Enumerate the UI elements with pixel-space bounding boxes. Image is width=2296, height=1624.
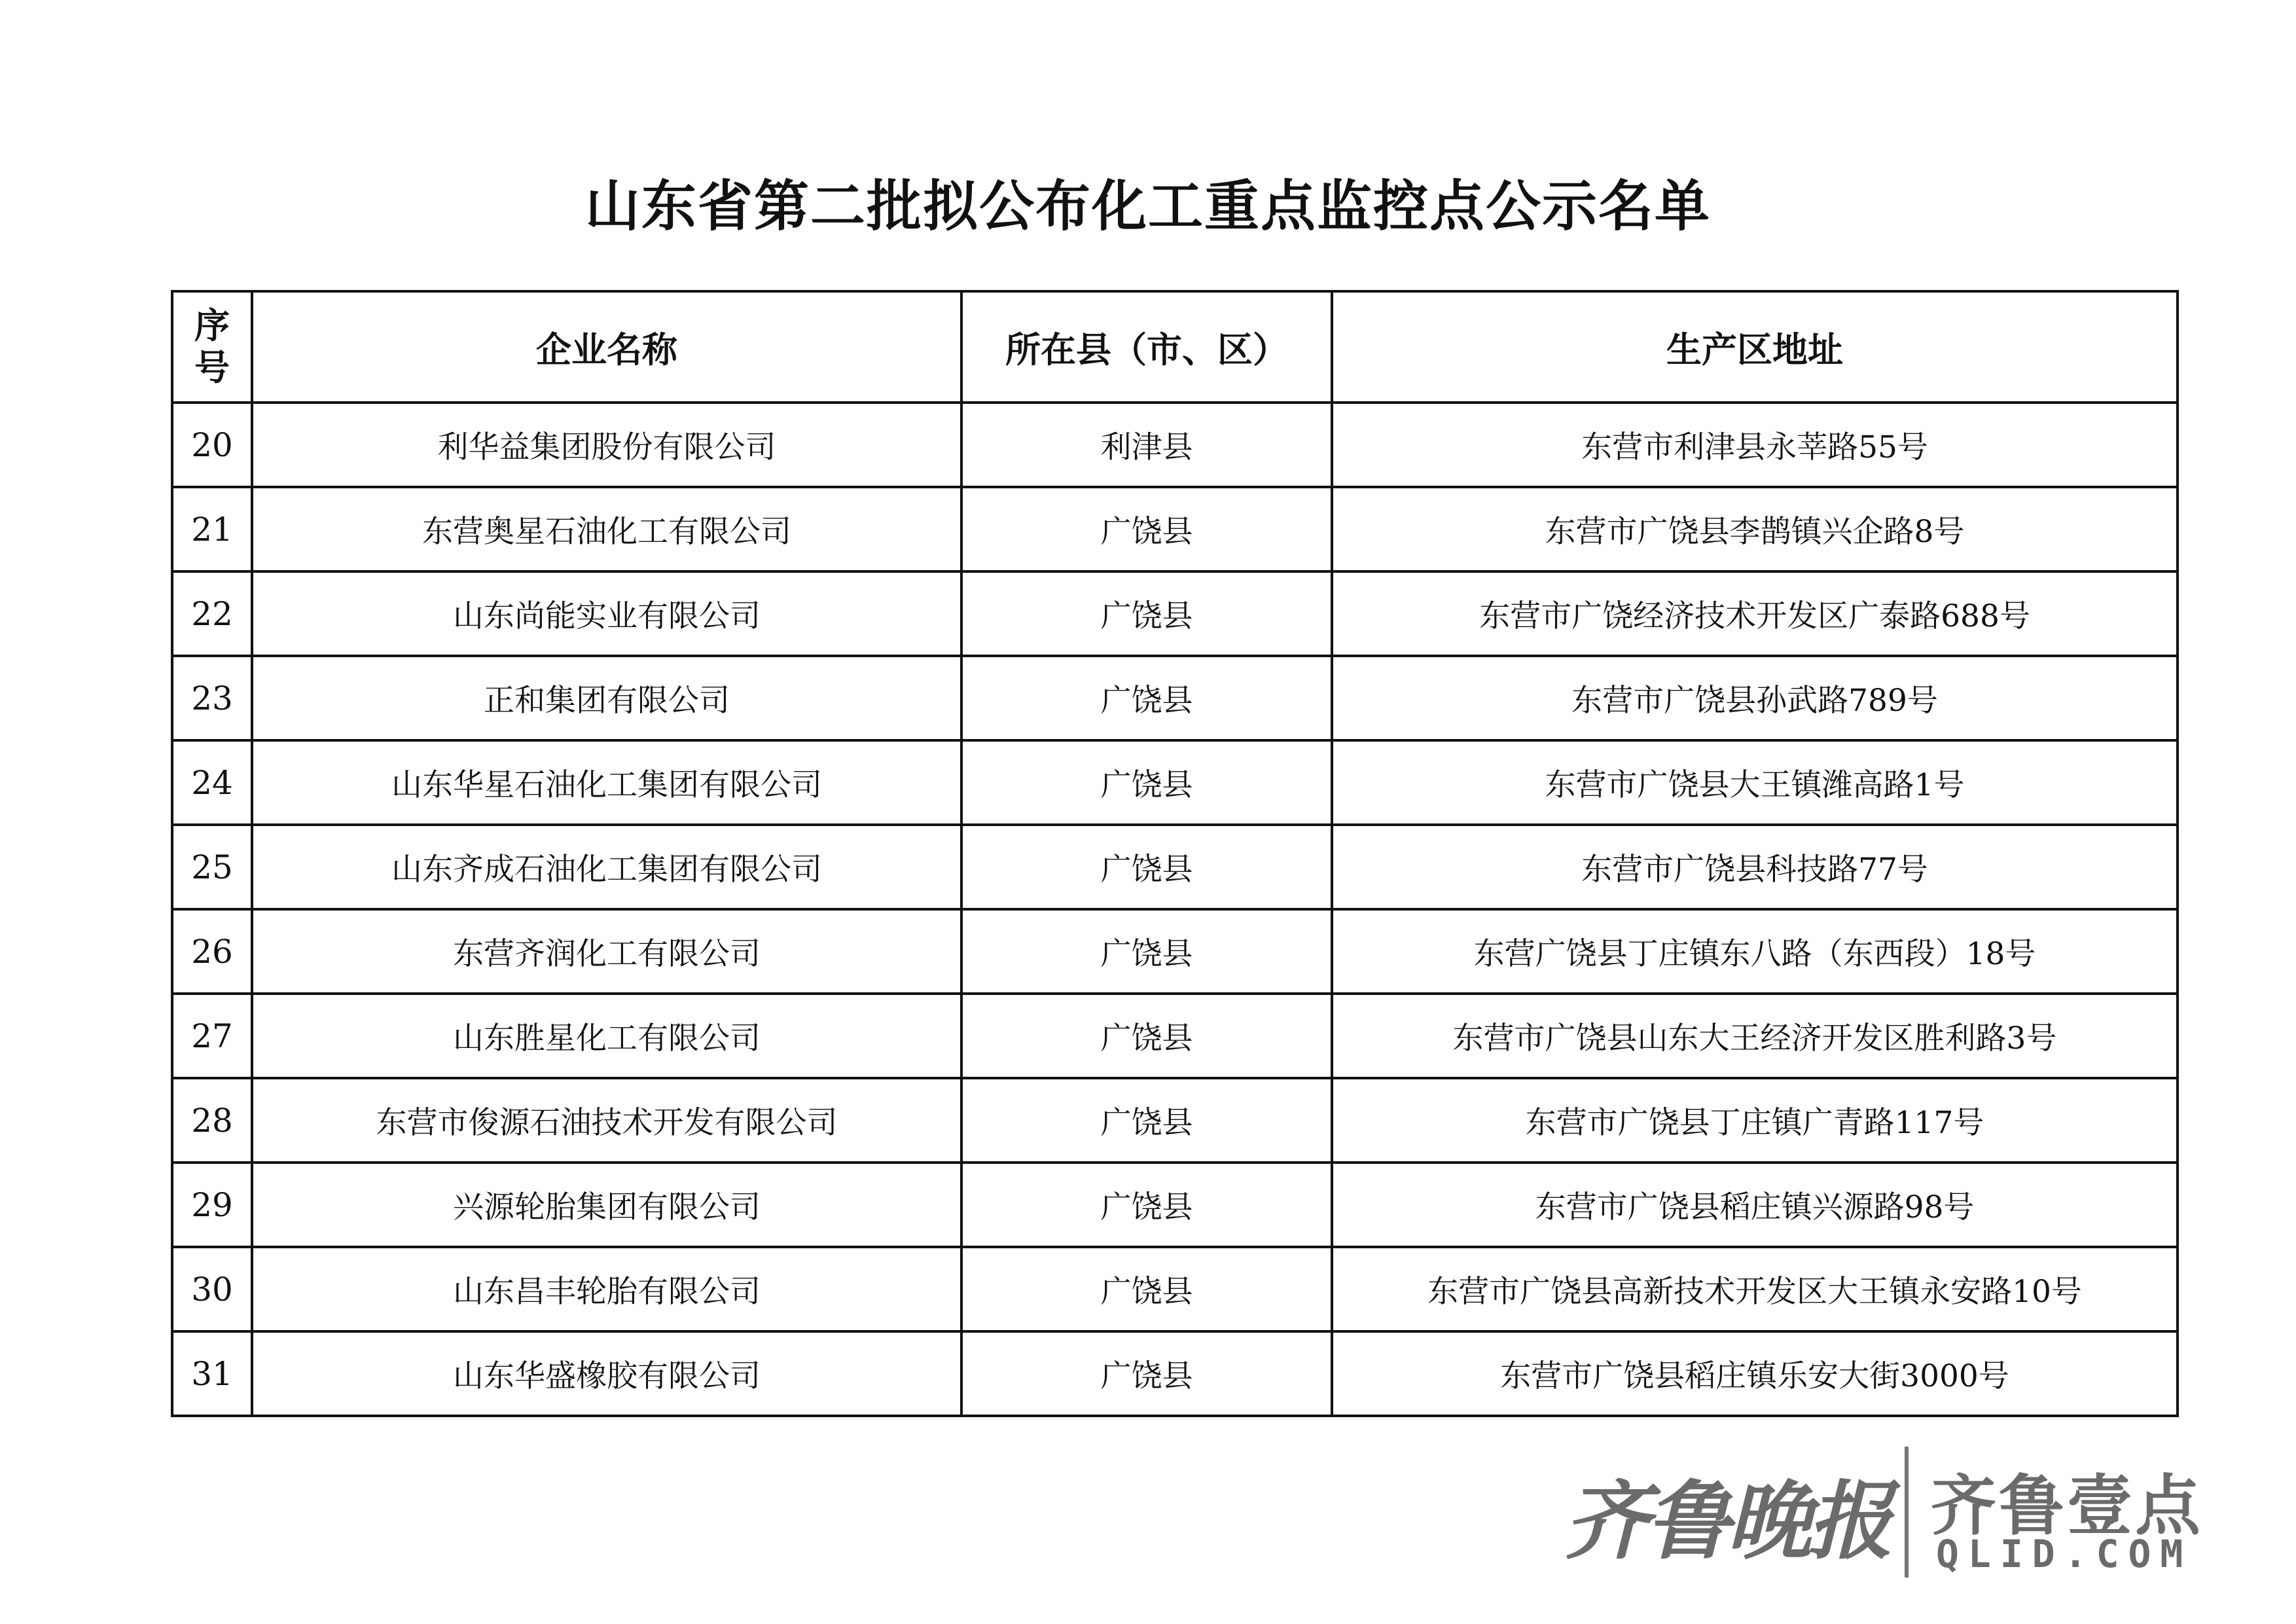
- cell-county: 广饶县: [961, 825, 1332, 909]
- table-row: [172, 1078, 2178, 1163]
- cell-county: 广饶县: [961, 656, 1332, 740]
- monitoring-list-table: [171, 290, 2179, 1417]
- header-seq-line-2: 号: [194, 347, 230, 388]
- cell-seq: 28: [172, 1078, 252, 1163]
- table-row: [172, 403, 2178, 487]
- cell-seq: 26: [172, 909, 252, 994]
- cell-company: 兴源轮胎集团有限公司: [252, 1163, 961, 1247]
- cell-county: 广饶县: [961, 1078, 1332, 1163]
- table-row: [172, 825, 2178, 909]
- cell-seq: 23: [172, 656, 252, 740]
- table-row: [172, 1331, 2178, 1416]
- cell-company: 利华益集团股份有限公司: [252, 403, 961, 487]
- cell-county: 广饶县: [961, 571, 1332, 656]
- table-row: [172, 487, 2178, 571]
- header-seq: [172, 291, 252, 403]
- cell-county: 广饶县: [961, 740, 1332, 825]
- cell-address: 东营市利津县永莘路55号: [1332, 403, 2178, 487]
- cell-seq: 22: [172, 571, 252, 656]
- cell-company: 山东华盛橡胶有限公司: [252, 1331, 961, 1416]
- cell-county: 广饶县: [961, 487, 1332, 571]
- cell-seq: 20: [172, 403, 252, 487]
- table-row: [172, 1247, 2178, 1331]
- cell-address: 东营市广饶县李鹊镇兴企路8号: [1332, 487, 2178, 571]
- page-title: 山东省第二批拟公布化工重点监控点公示名单: [584, 174, 1711, 238]
- cell-county: 广饶县: [961, 1331, 1332, 1416]
- newspaper-watermark-logo: [1564, 1447, 2212, 1578]
- cell-seq: 27: [172, 994, 252, 1078]
- brand-logo-text: 齐鲁壹点: [1931, 1468, 2203, 1544]
- cell-address: 东营市广饶县稻庄镇乐安大街3000号: [1332, 1331, 2178, 1416]
- table-row: [172, 656, 2178, 740]
- table-row: [172, 1163, 2178, 1247]
- header-county: 所在县（市、区）: [961, 291, 1332, 403]
- cell-company: 山东华星石油化工集团有限公司: [252, 740, 961, 825]
- header-address: 生产区地址: [1332, 291, 2178, 403]
- cell-county: 广饶县: [961, 1163, 1332, 1247]
- cell-seq: 25: [172, 825, 252, 909]
- cell-company: 山东胜星化工有限公司: [252, 994, 961, 1078]
- cell-county: 广饶县: [961, 909, 1332, 994]
- cell-county: 广饶县: [961, 1247, 1332, 1331]
- cell-county: 利津县: [961, 403, 1332, 487]
- table-row: [172, 740, 2178, 825]
- cell-seq: 24: [172, 740, 252, 825]
- cell-company: 东营奥星石油化工有限公司: [252, 487, 961, 571]
- cell-seq: 29: [172, 1163, 252, 1247]
- cell-address: 东营市广饶县大王镇潍高路1号: [1332, 740, 2178, 825]
- brand-domain-text: QLID.COM: [1936, 1532, 2193, 1576]
- cell-company: 正和集团有限公司: [252, 656, 961, 740]
- header-company: 企业名称: [252, 291, 961, 403]
- table-row: [172, 909, 2178, 994]
- header-seq-line-1: 序: [194, 305, 230, 346]
- cell-address: 东营市广饶经济技术开发区广泰路688号: [1332, 571, 2178, 656]
- logo-divider: [1905, 1447, 1909, 1578]
- cell-county: 广饶县: [961, 994, 1332, 1078]
- cell-company: 东营齐润化工有限公司: [252, 909, 961, 994]
- cell-company: 山东尚能实业有限公司: [252, 571, 961, 656]
- cell-address: 东营市广饶县丁庄镇广青路117号: [1332, 1078, 2178, 1163]
- cell-company: 山东齐成石油化工集团有限公司: [252, 825, 961, 909]
- cell-address: 东营市广饶县稻庄镇兴源路98号: [1332, 1163, 2178, 1247]
- cell-address: 东营广饶县丁庄镇东八路（东西段）18号: [1332, 909, 2178, 994]
- table-row: [172, 994, 2178, 1078]
- table-row: [172, 571, 2178, 656]
- cell-company: 东营市俊源石油技术开发有限公司: [252, 1078, 961, 1163]
- cell-company: 山东昌丰轮胎有限公司: [252, 1247, 961, 1331]
- cell-address: 东营市广饶县山东大王经济开发区胜利路3号: [1332, 994, 2178, 1078]
- paper-name-logo-text: 齐鲁晚报: [1564, 1471, 1890, 1571]
- table-header-row: [172, 291, 2178, 403]
- cell-seq: 30: [172, 1247, 252, 1331]
- cell-address: 东营市广饶县高新技术开发区大王镇永安路10号: [1332, 1247, 2178, 1331]
- cell-seq: 31: [172, 1331, 252, 1416]
- cell-address: 东营市广饶县孙武路789号: [1332, 656, 2178, 740]
- cell-address: 东营市广饶县科技路77号: [1332, 825, 2178, 909]
- cell-seq: 21: [172, 487, 252, 571]
